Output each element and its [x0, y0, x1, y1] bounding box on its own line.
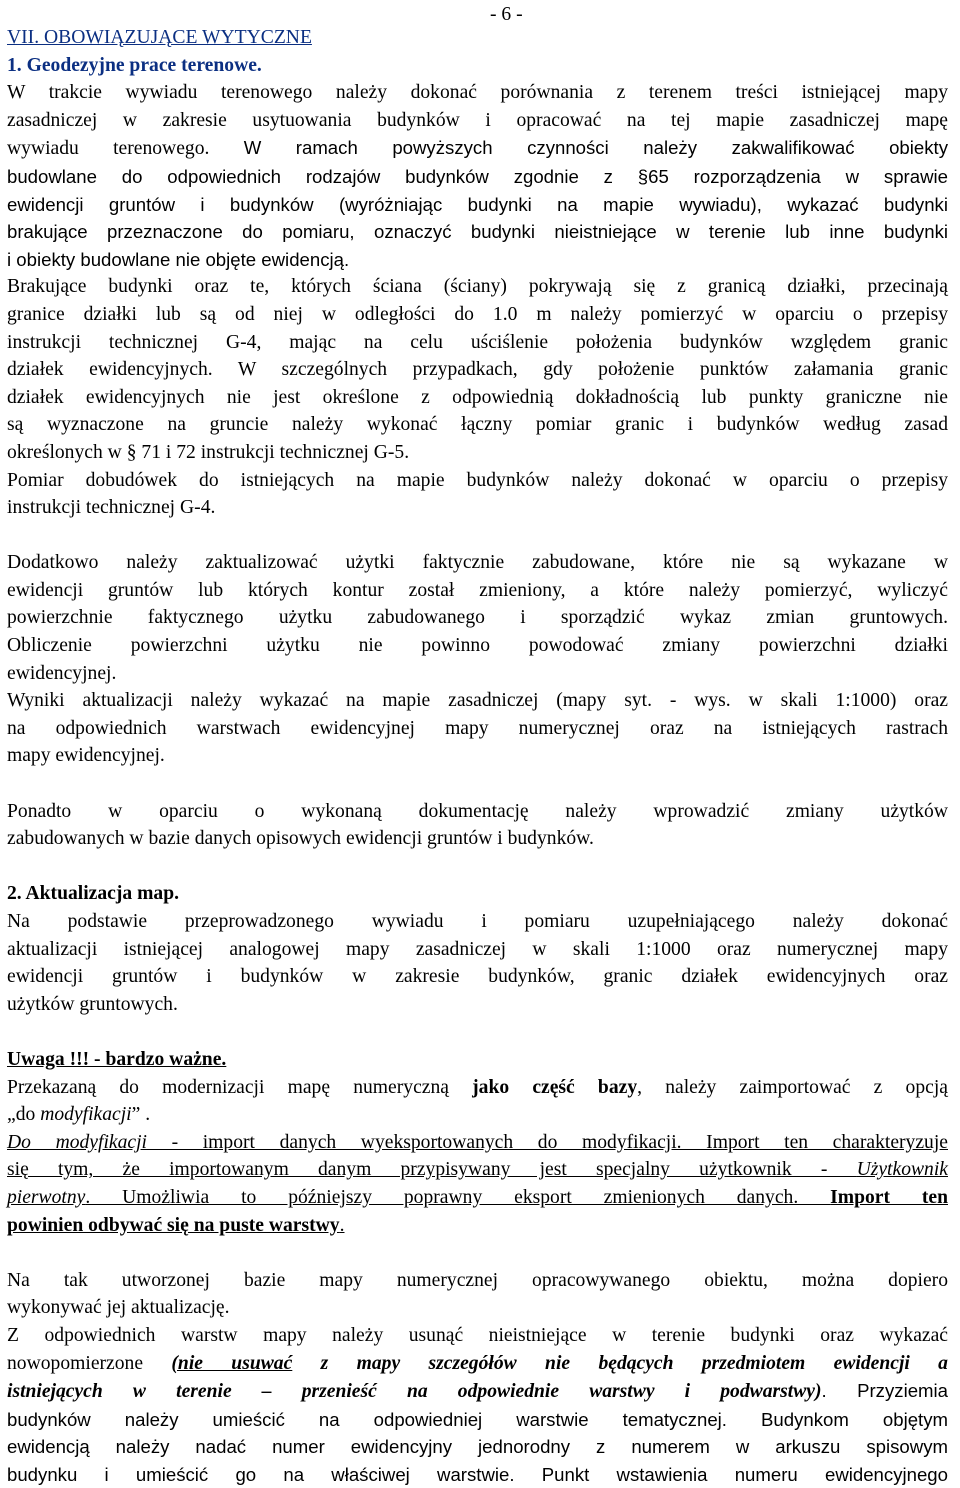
- text-line: Obliczenie powierzchni użytku nie powinno powodować zmiany powierzchni działki: [7, 635, 948, 657]
- text-line: [7, 1377, 948, 1406]
- document-page: [7, 0, 948, 1488]
- text-line: ewidencji gruntów lub których kontur został zmieniony, a które należy pomierzyć, wyliczyć: [7, 579, 948, 601]
- paragraph-5: [7, 687, 948, 770]
- text-span: nowopomierzone: [7, 1352, 172, 1374]
- text-line: instrukcji technicznej G-4, mając na celu uściślenie położenia budynków względem granic: [7, 331, 948, 353]
- paragraph-4: [7, 549, 948, 687]
- bold-span: powinien odbywać się na puste warstwy: [7, 1214, 340, 1236]
- text-line: [7, 134, 948, 163]
- text-line: wykonywać jej aktualizację.: [7, 1297, 230, 1319]
- text-line: określonych w § 71 i 72 instrukcji technicznej G-5.: [7, 441, 410, 463]
- text-line: budynku i umieścić go na właściwej warstwie. Punkt wstawienia numeru ewidencyjnego: [7, 1463, 948, 1485]
- text-span: . Umożliwia to późniejszy poprawny eksport zmienionych danych.: [85, 1186, 831, 1208]
- text-line: użytków gruntowych.: [7, 993, 178, 1015]
- italic-span: Do modyfikacji: [7, 1131, 147, 1153]
- text-line: budowlane do odpowiednich rodzajów budynków zgodnie z §65 rozporządzenia w sprawie: [7, 165, 948, 187]
- text-line: [7, 1156, 948, 1184]
- text-line: na odpowiednich warstwach ewidencyjnej mapy numerycznej oraz na istniejących rastrach: [7, 717, 948, 739]
- text-line: mapy ewidencyjnej.: [7, 745, 165, 767]
- text-line: budynków należy umieścić na odpowiedniej warstwie tematycznej. Budynkom objętym: [7, 1408, 948, 1430]
- text-line: Dodatkowo należy zaktualizować użytki faktycznie zabudowane, które nie są wykazane w: [7, 552, 948, 574]
- text-line: [7, 1212, 948, 1240]
- text-span: . Przyziemia: [821, 1380, 948, 1402]
- text-line: Brakujące budynki oraz te, których ściana (ściany) pokrywają się z granicą działki, przecinają: [7, 276, 948, 298]
- paragraph-10: [7, 1267, 948, 1322]
- paragraph-2: [7, 273, 948, 466]
- text-span: się tym, że importowanym danym przypisywany jest specjalny użytkownik -: [7, 1159, 857, 1181]
- text-line: powierzchnie faktycznego użytku zabudowanego i sporządzić wykaz zmian gruntowych.: [7, 607, 948, 629]
- text-line: [7, 1129, 948, 1157]
- text-line: [7, 1350, 948, 1378]
- subsection-heading-2: 2. Aktualizacja map.: [7, 883, 179, 905]
- section-heading: VII. OBOWIĄZUJĄCE WYTYCZNE: [7, 27, 312, 48]
- italic-span: pierwotny: [7, 1186, 86, 1208]
- text-line: działek ewidencyjnych. W szczególnych przypadkach, gdy położenie punktów załamania granic: [7, 359, 948, 381]
- paragraph-7: [7, 908, 948, 1018]
- text-line: granice działki lub są od niej w odległości do 1.0 m należy pomierzyć w oparciu o przepisy: [7, 303, 948, 325]
- text-span: wywiadu terenowego.: [7, 138, 210, 160]
- paragraph-3: [7, 467, 948, 522]
- bold-italic-span: istniejących w terenie – przenieść na odpowiednie warstwy i podwarstwy): [7, 1381, 822, 1403]
- bold-span: jako część bazy: [472, 1076, 638, 1098]
- subsection-heading-1: 1. Geodezyjne prace terenowe.: [7, 54, 262, 76]
- text-line: zabudowanych w bazie danych opisowych ewidencji gruntów i budynków.: [7, 828, 594, 850]
- text-span: .: [339, 1214, 345, 1236]
- bold-span: Import ten: [830, 1186, 948, 1208]
- text-line: Na podstawie przeprowadzonego wywiadu i pomiaru uzupełniającego należy dokonać: [7, 911, 948, 932]
- text-span: - import danych wyeksportowanych do modyfikacji. Import ten charakteryzuje: [146, 1131, 948, 1153]
- text-line: W trakcie wywiadu terenowego należy dokonać porównania z terenem treści istniejącej mapy: [7, 82, 948, 104]
- text-line: ewidencji gruntów i budynków w zakresie budynków, granic działek ewidencyjnych oraz: [7, 966, 948, 988]
- text-line: ewidencyjnej.: [7, 662, 117, 684]
- text-line: Pomiar dobudówek do istniejących na mapie budynków należy dokonać w oparciu o przepisy: [7, 469, 948, 491]
- text-line: Na tak utworzonej bazie mapy numerycznej opracowywanego obiektu, można dopiero: [7, 1269, 948, 1291]
- warning-heading: Uwaga !!! - bardzo ważne.: [7, 1048, 227, 1070]
- text-line: brakujące przeznaczone do pomiaru, oznaczyć budynki nieistniejące w terenie lub inne budynki: [7, 221, 948, 243]
- text-span: W ramach powyższych czynności należy zakwalifikować obiekty: [243, 137, 948, 159]
- text-span: ” .: [131, 1104, 151, 1126]
- text-line: [7, 1184, 948, 1212]
- text-line: aktualizacji istniejącej analogowej mapy zasadniczej w skali 1:1000 oraz numerycznej mapy: [7, 938, 948, 960]
- paragraph-8: [7, 1074, 948, 1129]
- text-line: ewidencją należy nadać numer ewidencyjny jednorodny z numerem w arkuszu spisowym: [7, 1436, 948, 1458]
- bold-italic-span: z mapy szczegółów nie będących przedmiotem ewidencji a: [292, 1352, 948, 1374]
- text-line: ewidencji gruntów i budynków (wyróżniając budynki na mapie wywiadu), wykazać budynki: [7, 193, 948, 215]
- text-line: instrukcji technicznej G-4.: [7, 497, 216, 519]
- text-span: Przekazaną do modernizacji mapę numeryczną: [7, 1076, 473, 1098]
- bold-italic-span: (nie usuwać: [171, 1352, 293, 1374]
- text-line: działek ewidencyjnych nie jest określone z odpowiednią dokładnością lub punkty graniczne nie: [7, 386, 948, 408]
- paragraph-1: [7, 79, 948, 273]
- text-line: Wyniki aktualizacji należy wykazać na mapie zasadniczej (mapy syt. - wys. w skali 1:1000) oraz: [7, 690, 948, 712]
- text-line: i obiekty budowlane nie objęte ewidencją.: [7, 248, 350, 270]
- paragraph-6: [7, 798, 948, 853]
- text-line: są wyznaczone na gruncie należy wykonać łączny pomiar granic i budynków według zasad: [7, 414, 948, 436]
- text-line: Z odpowiednich warstw mapy należy usunąć nieistniejące w terenie budynki oraz wykazać: [7, 1324, 948, 1346]
- text-span: „do: [7, 1104, 41, 1126]
- text-line: [7, 1074, 948, 1102]
- italic-span: modyfikacji: [40, 1104, 132, 1126]
- page-number: - 6 -: [490, 4, 523, 25]
- paragraph-11: [7, 1322, 948, 1488]
- italic-span: Użytkownik: [856, 1159, 948, 1181]
- text-line: [7, 1101, 948, 1129]
- text-line: Ponadto w oparciu o wykonaną dokumentację należy wprowadzić zmiany użytków: [7, 800, 948, 822]
- text-span: , należy zaimportować z opcją: [637, 1076, 948, 1098]
- text-line: zasadniczej w zakresie usytuowania budynków i opracować na tej mapie zasadniczej mapę: [7, 109, 948, 131]
- paragraph-9: [7, 1129, 948, 1239]
